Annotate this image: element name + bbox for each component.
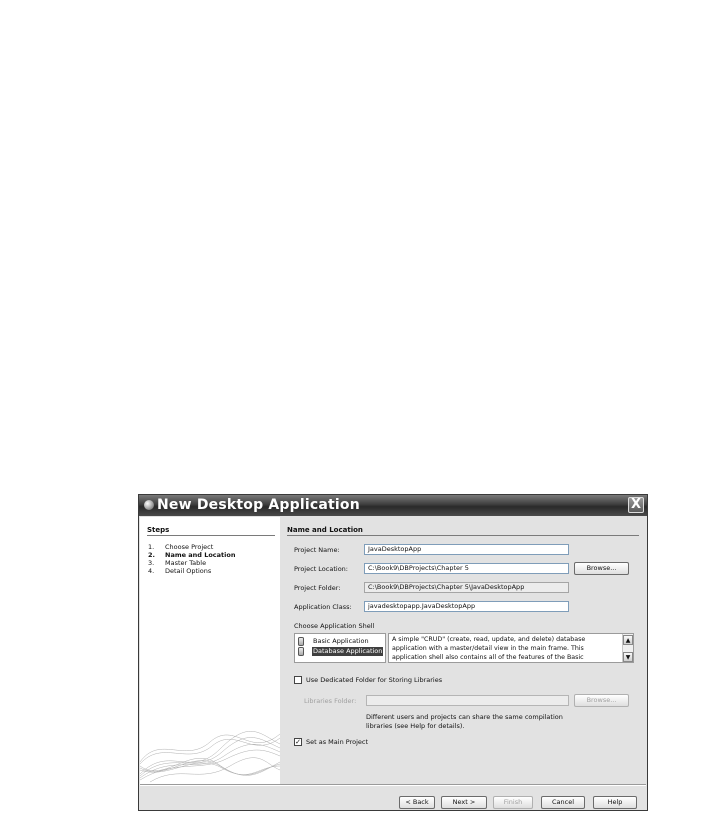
steps-panel	[140, 517, 280, 784]
section-title: Name and Location	[287, 526, 363, 534]
shell-description-box	[388, 633, 634, 663]
database-icon	[298, 637, 304, 646]
project-folder-label: Project Folder:	[294, 584, 341, 592]
steps-title: Steps	[147, 526, 170, 534]
cancel-button[interactable]: Cancel	[541, 796, 585, 809]
libraries-folder-label: Libraries Folder:	[304, 697, 357, 705]
app-icon	[144, 500, 154, 510]
scroll-up-arrow-icon[interactable]: ▲	[623, 635, 633, 645]
step-item-master-table: 3. Master Table	[148, 559, 207, 567]
decorative-waves-graphic	[140, 704, 280, 784]
project-name-input[interactable]: JavaDesktopApp	[364, 544, 569, 555]
title-bar[interactable]	[139, 495, 647, 516]
description-scrollbar[interactable]	[622, 634, 633, 662]
database-icon	[298, 647, 304, 656]
project-location-input[interactable]: C:\Book9\DBProjects\Chapter 5	[364, 563, 569, 574]
libraries-note: Different users and projects can share the same compilation libraries (see Help for details).	[366, 713, 563, 730]
new-desktop-application-dialog	[138, 494, 648, 811]
application-class-input[interactable]: javadesktopapp.JavaDesktopApp	[364, 601, 569, 612]
shell-option-basic-application[interactable]: Basic Application	[297, 637, 383, 646]
close-button[interactable]: X	[628, 497, 644, 513]
step-item-name-and-location: 2. Name and Location	[148, 551, 236, 559]
steps-list	[148, 543, 235, 575]
main-project-checkbox[interactable]: ✓	[295, 738, 301, 746]
next-button[interactable]: Next >	[441, 796, 487, 809]
libraries-folder-input[interactable]	[366, 695, 569, 706]
application-class-label: Application Class:	[294, 603, 352, 611]
finish-button[interactable]: Finish	[493, 796, 533, 809]
dedicated-folder-label: Use Dedicated Folder for Storing Libraries	[306, 676, 443, 684]
project-location-browse-button[interactable]: Browse...	[574, 562, 629, 575]
libraries-browse-button[interactable]: Browse...	[574, 694, 629, 707]
steps-divider	[147, 535, 275, 536]
main-project-label: Set as Main Project	[306, 738, 368, 746]
application-shell-list	[294, 633, 386, 663]
dedicated-folder-checkbox[interactable]	[294, 676, 302, 684]
step-item-choose-project: 1. Choose Project	[148, 543, 214, 551]
application-shell-heading: Choose Application Shell	[294, 622, 375, 630]
shell-description-text: A simple "CRUD" (create, read, update, and delete) database application with a master/detail view in the main frame. This application shell also contains all of the features of the Basic	[392, 636, 586, 661]
project-location-label: Project Location:	[294, 565, 348, 573]
step-item-detail-options: 4. Detail Options	[148, 567, 212, 575]
dialog-title: New Desktop Application	[157, 497, 360, 513]
name-and-location-panel	[282, 517, 647, 784]
help-button[interactable]: Help	[593, 796, 637, 809]
project-name-label: Project Name:	[294, 546, 340, 554]
shell-option-database-application[interactable]: Database Application	[297, 647, 383, 656]
section-divider	[287, 535, 639, 536]
scroll-down-arrow-icon[interactable]: ▼	[623, 652, 633, 662]
back-button[interactable]: < Back	[399, 796, 435, 809]
project-folder-field: C:\Book9\DBProjects\Chapter 5\JavaDesktopApp	[364, 582, 569, 593]
